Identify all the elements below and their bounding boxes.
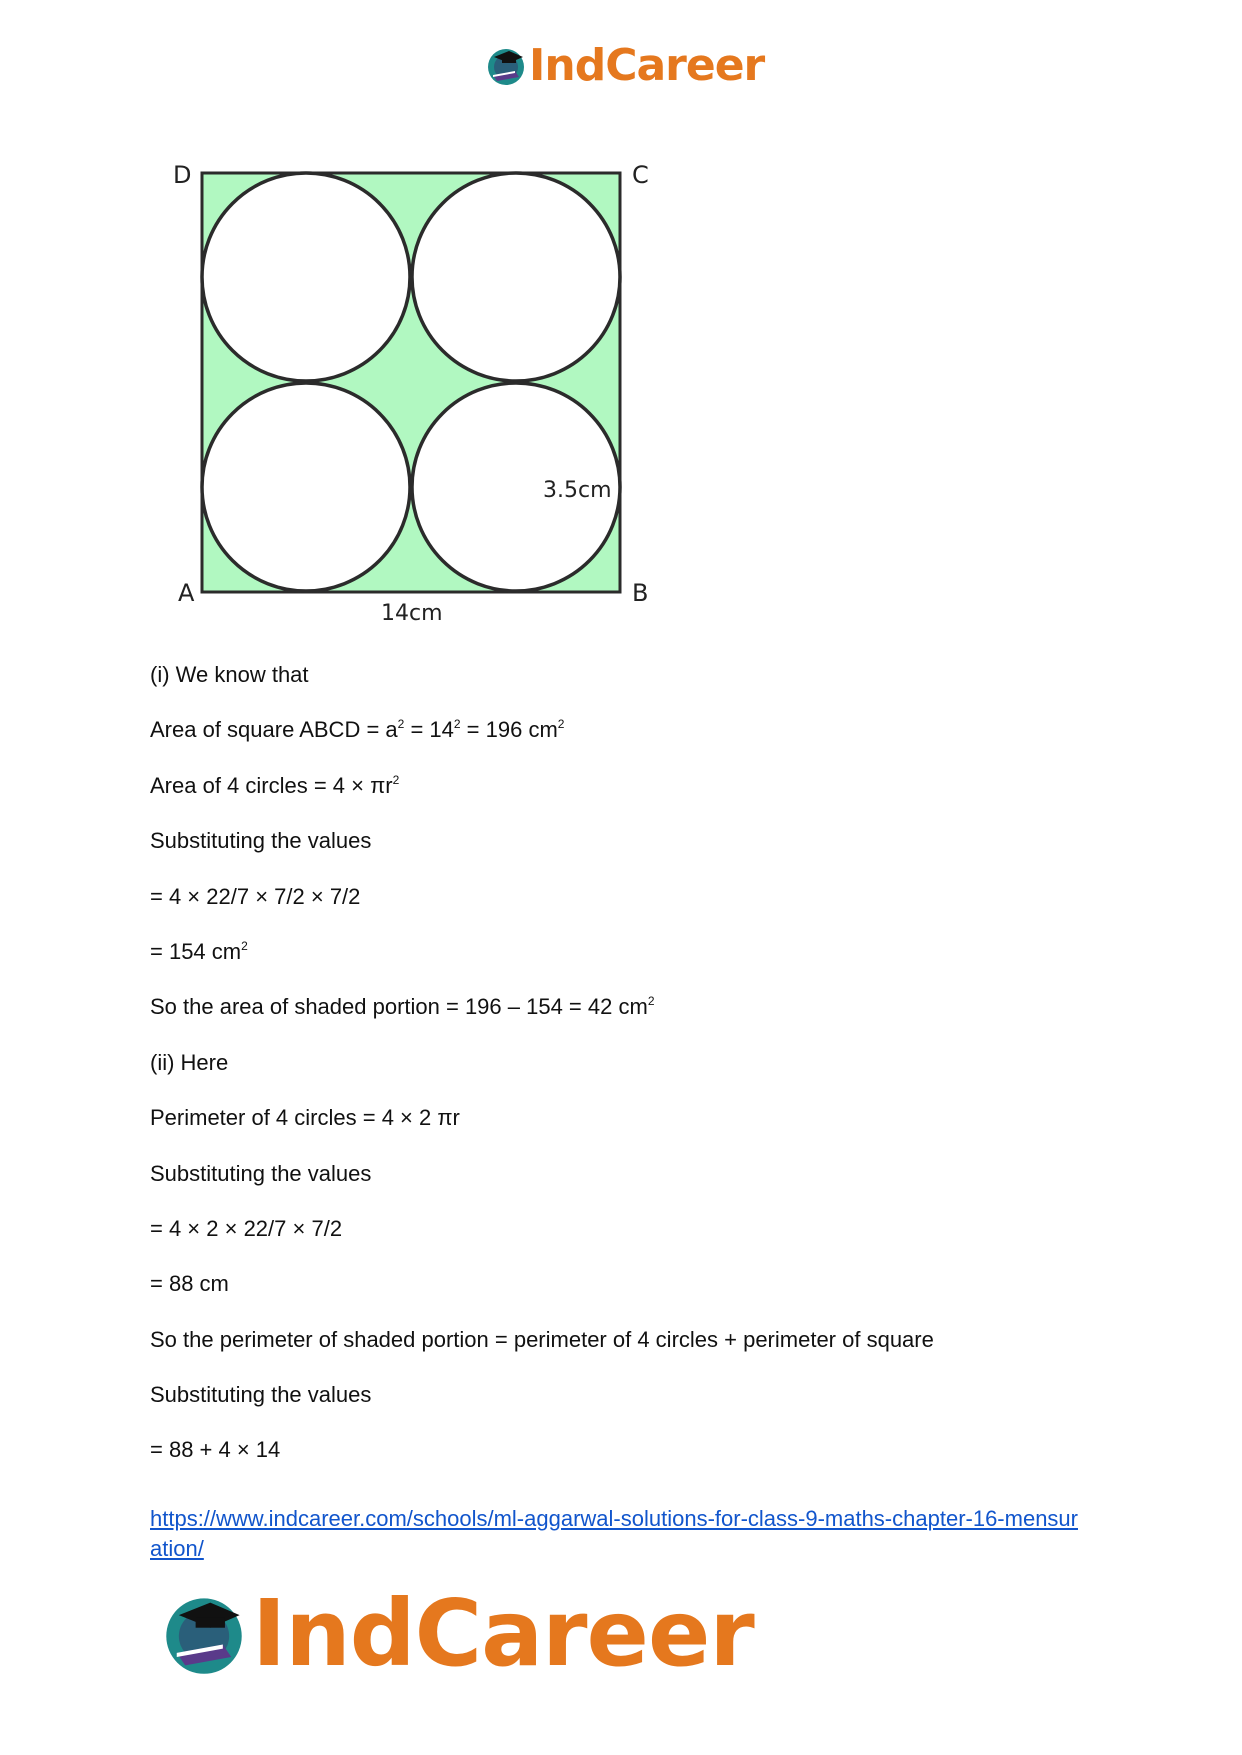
text-line: = 154 $cm^2$ xyxy=(150,938,248,964)
square-circles-figure xyxy=(160,150,660,630)
text-line: Area of 4 circles = $4 \times \pi r^2$ xyxy=(150,772,400,798)
text-line: Substituting the values xyxy=(150,1160,372,1186)
text-line: = 88 + 4 × 14 xyxy=(150,1437,281,1463)
globe-book-icon xyxy=(485,45,527,87)
circle-bottom-left xyxy=(202,383,410,591)
text-line: Substituting the values xyxy=(150,1382,372,1408)
text-line: So the area of shaded portion = 196 – 154 = 42 $cm^2$ xyxy=(150,994,655,1020)
footer-logo[interactable] xyxy=(160,1580,754,1687)
text-line: = 4 × 2 × 22/7 × 7/2 xyxy=(150,1215,343,1241)
text-line: So the perimeter of shaded portion = perimeter of 4 circles + perimeter of square xyxy=(150,1326,934,1352)
solution-text xyxy=(150,662,1100,1493)
radius-label: 3.5cm xyxy=(543,478,612,503)
text-line: Substituting the values xyxy=(150,828,372,854)
logo-text: IndCareer xyxy=(252,1580,754,1687)
circle-top-right xyxy=(412,173,620,381)
text-line: (i) We know that xyxy=(150,662,309,687)
text-line: (ii) Here xyxy=(150,1049,229,1075)
globe-book-icon xyxy=(160,1590,248,1678)
text-line: Perimeter of 4 circles = 4 × 2 πr xyxy=(150,1105,460,1131)
label-b: B xyxy=(632,579,649,607)
source-link[interactable]: https://www.indcareer.com/schools/ml-aggarwal-solutions-for-class-9-maths-chapter-16-mensuration/ xyxy=(150,1506,1078,1561)
text-line: = 4 × 22/7 × 7/2 × 7/2 xyxy=(150,883,361,909)
label-a: A xyxy=(178,579,195,607)
circle-top-left xyxy=(202,173,410,381)
label-c: C xyxy=(632,161,649,189)
header-logo[interactable] xyxy=(485,40,764,91)
logo-text: IndCareer xyxy=(529,40,765,91)
text-line: Area of square ABCD = $a^2 = 14^2 = 196$ $cm^2$ xyxy=(150,717,565,743)
label-d: D xyxy=(173,161,192,189)
side-length-label: 14cm xyxy=(381,601,443,626)
text-line: = 88 cm xyxy=(150,1271,229,1297)
